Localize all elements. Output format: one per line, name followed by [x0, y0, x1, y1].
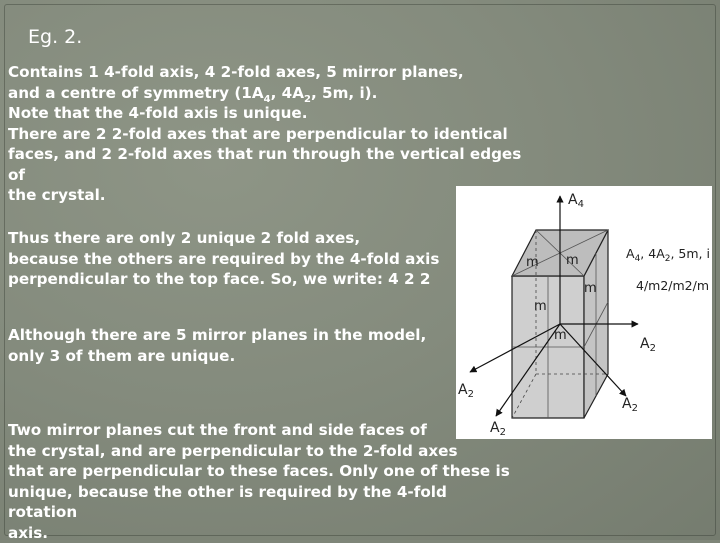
p1-line-3: Note that the 4-fold axis is unique. — [8, 104, 308, 122]
p1-line-1: Contains 1 4-fold axis, 4 2-fold axes, 5 mirror planes, — [8, 63, 464, 81]
p4-line-4: unique, because the other is required by the 4-fold rotation — [8, 482, 447, 521]
label-mirror-right-face: m — [584, 281, 597, 296]
slide-title: Eg. 2. — [28, 26, 83, 48]
p1-line-4: There are 2 2-fold axes that are perpendicular to identical — [8, 124, 508, 143]
paragraph-front-side-mirrors — [8, 420, 518, 543]
label-mirror-top-left: m — [526, 255, 539, 270]
p4-line-5: axis. — [8, 523, 49, 542]
crystal-diagram — [456, 186, 712, 439]
p2-line-1: Thus there are only 2 unique 2 fold axes, — [8, 229, 361, 247]
p4-line-1: Two mirror planes cut the front and side faces of — [8, 421, 427, 439]
label-mirror-center: m — [554, 328, 567, 343]
label-symmetry-line-2: 4/m2/m2/m — [636, 278, 710, 293]
label-mirror-top-right: m — [566, 253, 579, 268]
p1-line-6: the crystal. — [8, 186, 106, 204]
label-axis-bottom: $A_2$ — [490, 420, 506, 438]
label-mirror-left-face: m — [534, 299, 547, 314]
label-axis-lower-right: $A_2$ — [622, 396, 638, 414]
p3-line-1: Although there are 5 mirror planes in the model, — [8, 326, 427, 344]
p2-line-3: perpendicular to the top face. So, we write: 4 2 2 — [8, 270, 431, 288]
label-symmetry-line-1: $A_4$, $4A_2$, 5m, i — [626, 246, 710, 264]
p3-line-2: only 3 of them are unique. — [8, 346, 236, 365]
p4-line-2: the crystal, and are perpendicular to the 2-fold axes — [8, 441, 458, 460]
p1-line-5: faces, and 2 2-fold axes that run through the vertical edges of — [8, 145, 522, 184]
paragraph-unique-axes — [8, 228, 458, 290]
p4-line-3: that are perpendicular to these faces. Only one of these is — [8, 462, 510, 480]
label-axis-right: $A_2$ — [640, 336, 656, 354]
paragraph-symmetry-elements — [8, 62, 528, 206]
crystal-symmetry-figure — [456, 186, 712, 439]
p1-line-2: and a centre of symmetry ($1A_4$, $4A_2$, 5m, i). — [8, 83, 378, 105]
label-axis-lower-left: $A_2$ — [458, 382, 474, 400]
label-axis-top: $A_4$ — [568, 192, 584, 210]
p2-line-2: because the others are required by the 4-fold axis — [8, 249, 440, 268]
paragraph-mirror-planes — [8, 325, 458, 366]
